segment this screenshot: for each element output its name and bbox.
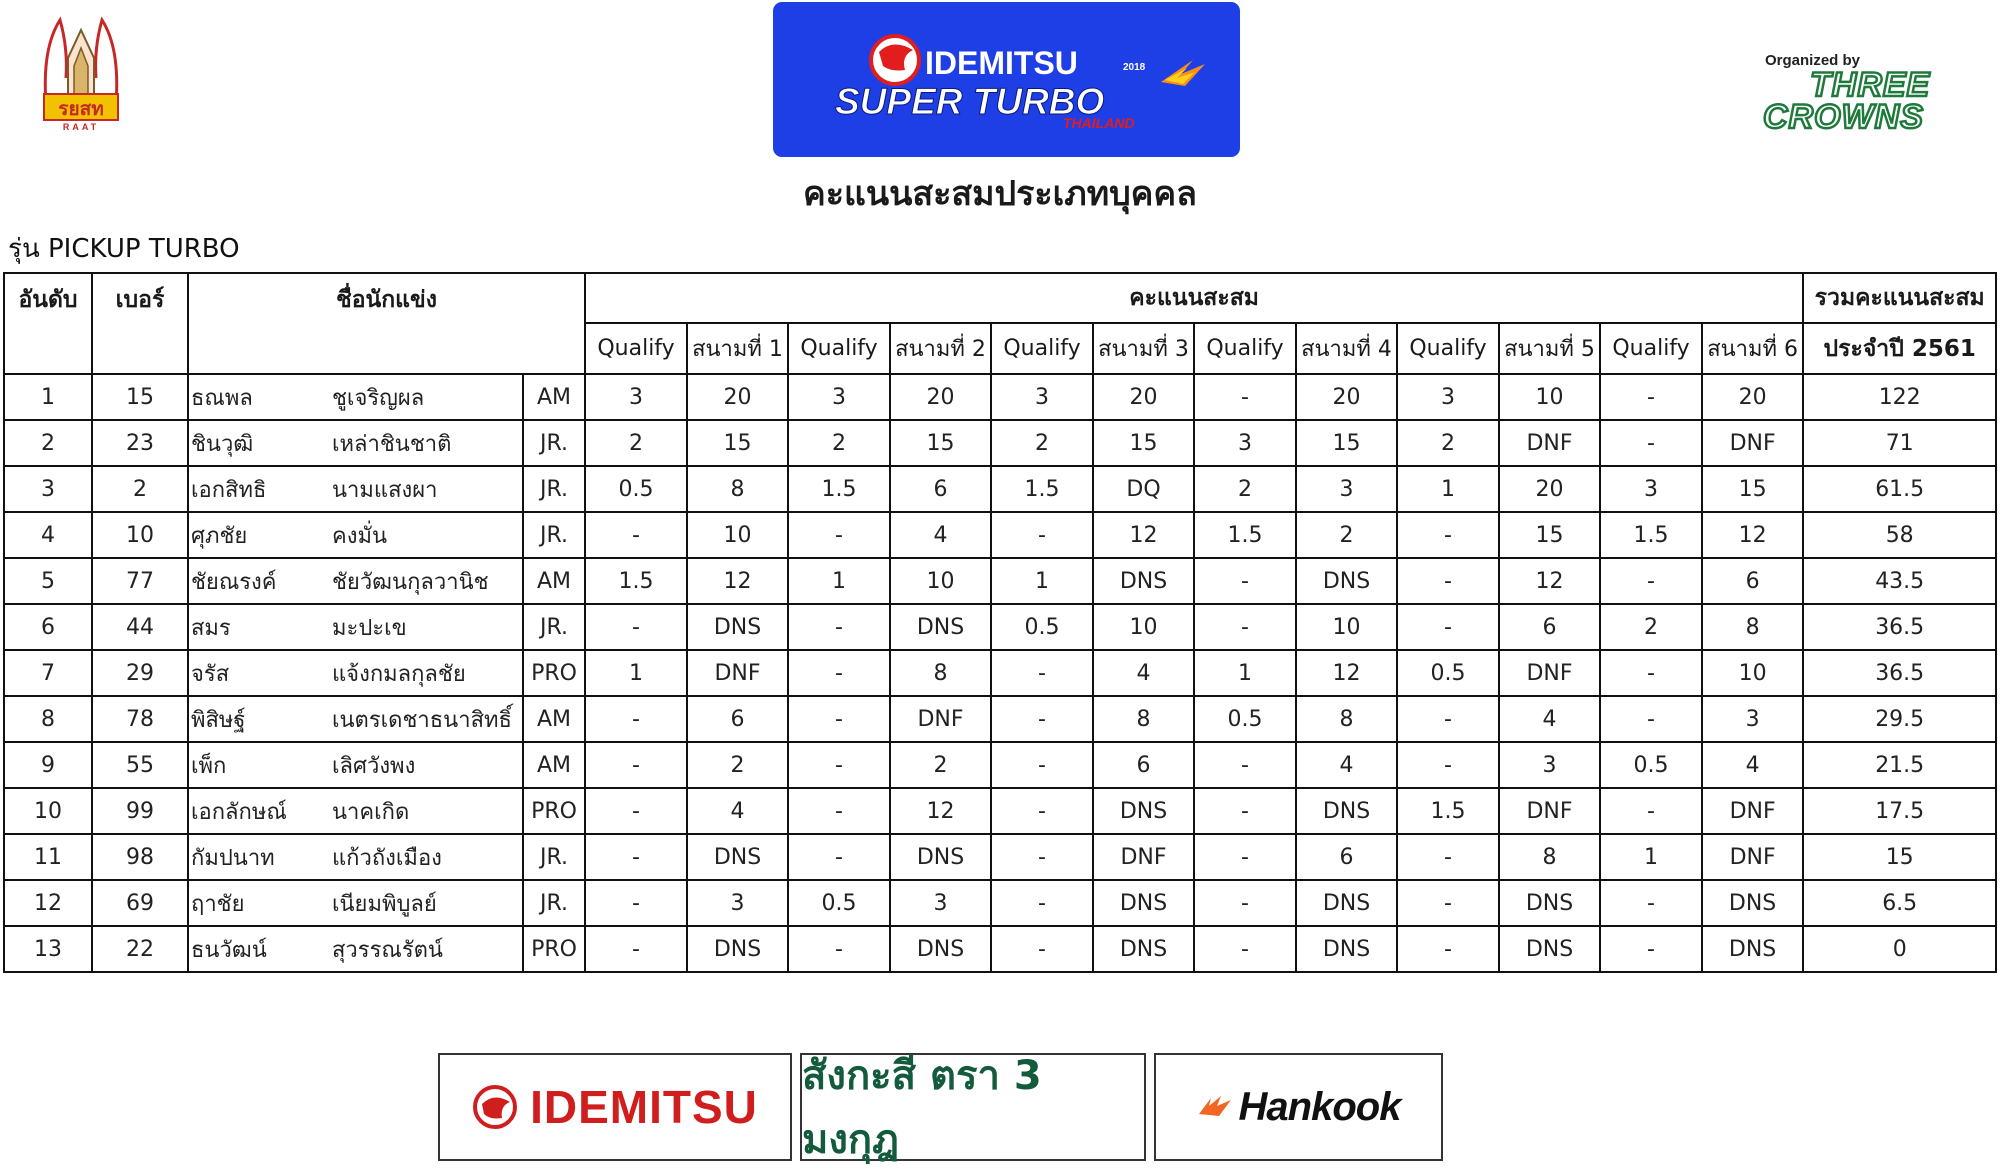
driver-first-name: พิสิษฐ์: [188, 696, 332, 742]
driver-last-name: นาคเกิด: [332, 788, 523, 834]
qualify-cell-4: -: [1194, 742, 1296, 788]
qualify-cell-2: -: [788, 742, 890, 788]
raat-logo-subtext: RAAT: [62, 122, 100, 132]
qualify-cell-1: 3: [585, 374, 687, 420]
idemitsu-super-turbo-logo: [773, 2, 1240, 157]
number-cell: 15: [92, 374, 188, 420]
driver-last-name: เนตรเดชาธนาสิทธิ์: [332, 696, 523, 742]
driver-first-name: จรัส: [188, 650, 332, 696]
total-cell: 6.5: [1803, 880, 1996, 926]
category-cell: JR.: [523, 512, 585, 558]
qualify-cell-1: -: [585, 788, 687, 834]
header-round-1: สนามที่ 1: [687, 323, 788, 374]
qualify-cell-2: -: [788, 512, 890, 558]
table-row: [4, 926, 1996, 972]
hankook-flame-icon: [1197, 1092, 1237, 1122]
number-cell: 99: [92, 788, 188, 834]
rank-cell: 1: [4, 374, 92, 420]
round-cell-4: 8: [1296, 696, 1397, 742]
round-cell-3: DNS: [1093, 788, 1194, 834]
round-cell-5: DNF: [1499, 788, 1600, 834]
round-cell-2: 8: [890, 650, 991, 696]
round-cell-6: 3: [1702, 696, 1803, 742]
qualify-cell-3: -: [991, 926, 1093, 972]
round-cell-1: DNS: [687, 926, 788, 972]
qualify-cell-1: -: [585, 742, 687, 788]
driver-last-name: เหล่าชินชาติ: [332, 420, 523, 466]
rank-cell: 3: [4, 466, 92, 512]
number-cell: 55: [92, 742, 188, 788]
qualify-cell-4: -: [1194, 604, 1296, 650]
round-cell-5: 8: [1499, 834, 1600, 880]
driver-last-name: ชัยวัฒนกุลวานิช: [332, 558, 523, 604]
driver-first-name: สมร: [188, 604, 332, 650]
qualify-cell-1: -: [585, 696, 687, 742]
round-cell-3: 8: [1093, 696, 1194, 742]
sponsor-hankook: [1154, 1053, 1443, 1161]
header-round-6: สนามที่ 6: [1702, 323, 1803, 374]
qualify-cell-1: 2: [585, 420, 687, 466]
round-cell-6: DNF: [1702, 834, 1803, 880]
center-logo-title: SUPER TURBO: [835, 81, 1105, 122]
header-driver: ชื่อนักแข่ง: [188, 273, 585, 374]
total-cell: 36.5: [1803, 650, 1996, 696]
qualify-cell-6: -: [1600, 420, 1702, 466]
rank-cell: 10: [4, 788, 92, 834]
qualify-cell-2: 2: [788, 420, 890, 466]
table-row: [4, 466, 1996, 512]
round-cell-6: 15: [1702, 466, 1803, 512]
three-crowns-line2: CROWNS: [1763, 98, 1924, 135]
qualify-cell-6: -: [1600, 374, 1702, 420]
number-cell: 22: [92, 926, 188, 972]
driver-last-name: แก้วถังเมือง: [332, 834, 523, 880]
qualify-cell-1: 1.5: [585, 558, 687, 604]
round-cell-4: 4: [1296, 742, 1397, 788]
total-cell: 71: [1803, 420, 1996, 466]
qualify-cell-4: -: [1194, 558, 1296, 604]
qualify-cell-3: 2: [991, 420, 1093, 466]
sponsor-idemitsu-text: IDEMITSU: [530, 1081, 758, 1133]
round-cell-5: 10: [1499, 374, 1600, 420]
round-cell-6: 10: [1702, 650, 1803, 696]
header-number: เบอร์: [92, 273, 188, 374]
round-cell-1: DNF: [687, 650, 788, 696]
round-cell-3: DNS: [1093, 558, 1194, 604]
category-cell: AM: [523, 696, 585, 742]
standings-body: [4, 374, 1996, 972]
raat-logo: [38, 8, 124, 133]
table-row: [4, 834, 1996, 880]
total-cell: 29.5: [1803, 696, 1996, 742]
total-cell: 0: [1803, 926, 1996, 972]
round-cell-4: 20: [1296, 374, 1397, 420]
center-logo-year: 2018: [1123, 62, 1146, 73]
header-round-5: สนามที่ 5: [1499, 323, 1600, 374]
driver-first-name: เอกสิทธิ: [188, 466, 332, 512]
round-cell-4: 2: [1296, 512, 1397, 558]
header-round-4: สนามที่ 4: [1296, 323, 1397, 374]
qualify-cell-2: -: [788, 834, 890, 880]
header-rank: อันดับ: [4, 273, 92, 374]
driver-first-name: ธนวัฒน์: [188, 926, 332, 972]
round-cell-1: 20: [687, 374, 788, 420]
qualify-cell-5: -: [1397, 558, 1499, 604]
qualify-cell-4: -: [1194, 880, 1296, 926]
qualify-cell-5: 0.5: [1397, 650, 1499, 696]
round-cell-5: DNS: [1499, 880, 1600, 926]
qualify-cell-1: -: [585, 604, 687, 650]
driver-first-name: ศุภชัย: [188, 512, 332, 558]
qualify-cell-2: -: [788, 650, 890, 696]
qualify-cell-6: -: [1600, 788, 1702, 834]
rank-cell: 11: [4, 834, 92, 880]
category-cell: PRO: [523, 788, 585, 834]
table-row: [4, 512, 1996, 558]
driver-last-name: นามแสงผา: [332, 466, 523, 512]
table-row: [4, 374, 1996, 420]
round-cell-6: 8: [1702, 604, 1803, 650]
header-qualify-3: Qualify: [991, 323, 1093, 374]
qualify-cell-3: -: [991, 834, 1093, 880]
round-cell-4: DNS: [1296, 558, 1397, 604]
round-cell-1: 8: [687, 466, 788, 512]
qualify-cell-5: 3: [1397, 374, 1499, 420]
round-cell-1: 12: [687, 558, 788, 604]
category-cell: PRO: [523, 926, 585, 972]
driver-last-name: ชูเจริญผล: [332, 374, 523, 420]
round-cell-1: DNS: [687, 834, 788, 880]
round-cell-5: 6: [1499, 604, 1600, 650]
header-total-line1: รวมคะแนนสะสม: [1803, 273, 1996, 323]
total-cell: 61.5: [1803, 466, 1996, 512]
round-cell-4: DNS: [1296, 926, 1397, 972]
round-cell-5: DNS: [1499, 926, 1600, 972]
header-total-line2: ประจำปี 2561: [1803, 323, 1996, 374]
driver-first-name: ฤาชัย: [188, 880, 332, 926]
qualify-cell-6: 1.5: [1600, 512, 1702, 558]
qualify-cell-5: -: [1397, 926, 1499, 972]
qualify-cell-5: -: [1397, 742, 1499, 788]
round-cell-5: 12: [1499, 558, 1600, 604]
header-qualify-4: Qualify: [1194, 323, 1296, 374]
round-cell-2: 20: [890, 374, 991, 420]
qualify-cell-3: -: [991, 650, 1093, 696]
qualify-cell-3: -: [991, 512, 1093, 558]
rank-cell: 2: [4, 420, 92, 466]
round-cell-5: 15: [1499, 512, 1600, 558]
qualify-cell-2: 3: [788, 374, 890, 420]
round-cell-1: 3: [687, 880, 788, 926]
driver-last-name: คงมั่น: [332, 512, 523, 558]
round-cell-1: 6: [687, 696, 788, 742]
total-cell: 122: [1803, 374, 1996, 420]
round-cell-2: 4: [890, 512, 991, 558]
rank-cell: 7: [4, 650, 92, 696]
round-cell-4: 12: [1296, 650, 1397, 696]
round-cell-4: 3: [1296, 466, 1397, 512]
round-cell-3: 6: [1093, 742, 1194, 788]
sponsor-three-crowns: [800, 1053, 1146, 1161]
category-cell: JR.: [523, 834, 585, 880]
driver-last-name: เนียมพิบูลย์: [332, 880, 523, 926]
round-cell-5: 20: [1499, 466, 1600, 512]
table-row: [4, 420, 1996, 466]
qualify-cell-6: -: [1600, 926, 1702, 972]
qualify-cell-4: -: [1194, 374, 1296, 420]
sponsor-hankook-text: Hankook: [1238, 1084, 1401, 1129]
round-cell-2: 2: [890, 742, 991, 788]
round-cell-2: DNS: [890, 604, 991, 650]
qualify-cell-1: -: [585, 880, 687, 926]
driver-last-name: มะปะเข: [332, 604, 523, 650]
round-cell-6: DNF: [1702, 788, 1803, 834]
standings-table: [3, 272, 1997, 973]
table-row: [4, 788, 1996, 834]
round-cell-2: DNS: [890, 926, 991, 972]
page-title: คะแนนสะสมประเภทบุคคล: [802, 174, 1198, 214]
round-cell-3: DNS: [1093, 926, 1194, 972]
number-cell: 23: [92, 420, 188, 466]
driver-first-name: ชินวุฒิ: [188, 420, 332, 466]
qualify-cell-6: -: [1600, 880, 1702, 926]
number-cell: 10: [92, 512, 188, 558]
round-cell-1: 15: [687, 420, 788, 466]
header-round-3: สนามที่ 3: [1093, 323, 1194, 374]
rank-cell: 8: [4, 696, 92, 742]
qualify-cell-1: -: [585, 512, 687, 558]
qualify-cell-4: -: [1194, 834, 1296, 880]
number-cell: 69: [92, 880, 188, 926]
round-cell-1: DNS: [687, 604, 788, 650]
qualify-cell-5: -: [1397, 696, 1499, 742]
rank-cell: 9: [4, 742, 92, 788]
number-cell: 2: [92, 466, 188, 512]
number-cell: 98: [92, 834, 188, 880]
qualify-cell-6: 1: [1600, 834, 1702, 880]
round-cell-4: DNS: [1296, 788, 1397, 834]
round-cell-5: 4: [1499, 696, 1600, 742]
driver-first-name: ชัยณรงค์: [188, 558, 332, 604]
table-row: [4, 742, 1996, 788]
round-cell-6: DNS: [1702, 880, 1803, 926]
qualify-cell-4: 2: [1194, 466, 1296, 512]
total-cell: 17.5: [1803, 788, 1996, 834]
sponsor-idemitsu: [438, 1053, 792, 1161]
round-cell-6: DNS: [1702, 926, 1803, 972]
driver-last-name: แจ้งกมลกุลชัย: [332, 650, 523, 696]
rank-cell: 12: [4, 880, 92, 926]
round-cell-2: 6: [890, 466, 991, 512]
driver-last-name: เลิศวังพง: [332, 742, 523, 788]
qualify-cell-6: 2: [1600, 604, 1702, 650]
round-cell-5: DNF: [1499, 650, 1600, 696]
round-cell-2: 15: [890, 420, 991, 466]
round-cell-6: 6: [1702, 558, 1803, 604]
round-cell-2: 10: [890, 558, 991, 604]
class-label: รุ่น PICKUP TURBO: [8, 234, 240, 264]
qualify-cell-6: -: [1600, 558, 1702, 604]
table-row: [4, 880, 1996, 926]
driver-first-name: เอกลักษณ์: [188, 788, 332, 834]
round-cell-5: DNF: [1499, 420, 1600, 466]
round-cell-3: DQ: [1093, 466, 1194, 512]
qualify-cell-3: -: [991, 696, 1093, 742]
round-cell-4: 10: [1296, 604, 1397, 650]
qualify-cell-5: -: [1397, 604, 1499, 650]
qualify-cell-1: 1: [585, 650, 687, 696]
qualify-cell-2: -: [788, 926, 890, 972]
category-cell: JR.: [523, 420, 585, 466]
qualify-cell-1: 0.5: [585, 466, 687, 512]
qualify-cell-5: 2: [1397, 420, 1499, 466]
qualify-cell-3: -: [991, 742, 1093, 788]
round-cell-3: 15: [1093, 420, 1194, 466]
header-points: คะแนนสะสม: [585, 273, 1803, 323]
round-cell-2: DNF: [890, 696, 991, 742]
qualify-cell-2: -: [788, 788, 890, 834]
qualify-cell-5: 1.5: [1397, 788, 1499, 834]
rank-cell: 6: [4, 604, 92, 650]
header-qualify-5: Qualify: [1397, 323, 1499, 374]
qualify-cell-5: -: [1397, 512, 1499, 558]
qualify-cell-4: 3: [1194, 420, 1296, 466]
round-cell-4: 6: [1296, 834, 1397, 880]
rank-cell: 5: [4, 558, 92, 604]
qualify-cell-3: -: [991, 788, 1093, 834]
raat-logo-text: รยสท: [58, 98, 104, 120]
number-cell: 44: [92, 604, 188, 650]
total-cell: 58: [1803, 512, 1996, 558]
round-cell-1: 4: [687, 788, 788, 834]
sponsor-three-crowns-text: สังกะสี ตรา 3 มงกุฎ: [802, 1053, 1042, 1163]
qualify-cell-1: -: [585, 926, 687, 972]
qualify-cell-4: -: [1194, 926, 1296, 972]
round-cell-1: 2: [687, 742, 788, 788]
header-round-2: สนามที่ 2: [890, 323, 991, 374]
round-cell-5: 3: [1499, 742, 1600, 788]
round-cell-6: 4: [1702, 742, 1803, 788]
category-cell: JR.: [523, 604, 585, 650]
three-crowns-line1: THREE: [1810, 66, 1931, 104]
organized-by-label: Organized by: [1765, 52, 1861, 69]
header-qualify-2: Qualify: [788, 323, 890, 374]
category-cell: JR.: [523, 880, 585, 926]
driver-first-name: เพ็ก: [188, 742, 332, 788]
qualify-cell-3: 3: [991, 374, 1093, 420]
category-cell: AM: [523, 558, 585, 604]
qualify-cell-2: -: [788, 696, 890, 742]
rank-cell: 13: [4, 926, 92, 972]
qualify-cell-6: -: [1600, 696, 1702, 742]
qualify-cell-6: 3: [1600, 466, 1702, 512]
driver-first-name: ธณพล: [188, 374, 332, 420]
table-row: [4, 558, 1996, 604]
round-cell-2: 3: [890, 880, 991, 926]
number-cell: 77: [92, 558, 188, 604]
round-cell-3: 12: [1093, 512, 1194, 558]
header-qualify-1: Qualify: [585, 323, 687, 374]
category-cell: AM: [523, 374, 585, 420]
qualify-cell-2: -: [788, 604, 890, 650]
header-qualify-6: Qualify: [1600, 323, 1702, 374]
round-cell-3: DNS: [1093, 880, 1194, 926]
qualify-cell-5: -: [1397, 834, 1499, 880]
qualify-cell-3: 1.5: [991, 466, 1093, 512]
round-cell-3: DNF: [1093, 834, 1194, 880]
center-logo-sub: THAILAND: [1063, 115, 1135, 131]
table-row: [4, 696, 1996, 742]
table-row: [4, 650, 1996, 696]
number-cell: 78: [92, 696, 188, 742]
qualify-cell-6: -: [1600, 650, 1702, 696]
qualify-cell-2: 1.5: [788, 466, 890, 512]
qualify-cell-2: 0.5: [788, 880, 890, 926]
round-cell-6: 20: [1702, 374, 1803, 420]
table-row: [4, 604, 1996, 650]
qualify-cell-5: 1: [1397, 466, 1499, 512]
category-cell: JR.: [523, 466, 585, 512]
total-cell: 36.5: [1803, 604, 1996, 650]
category-cell: AM: [523, 742, 585, 788]
round-cell-4: DNS: [1296, 880, 1397, 926]
round-cell-2: 12: [890, 788, 991, 834]
category-cell: PRO: [523, 650, 585, 696]
qualify-cell-2: 1: [788, 558, 890, 604]
total-cell: 21.5: [1803, 742, 1996, 788]
round-cell-3: 20: [1093, 374, 1194, 420]
total-cell: 43.5: [1803, 558, 1996, 604]
qualify-cell-3: 0.5: [991, 604, 1093, 650]
three-crowns-logo: [1755, 50, 1995, 135]
round-cell-4: 15: [1296, 420, 1397, 466]
qualify-cell-3: -: [991, 880, 1093, 926]
qualify-cell-5: -: [1397, 880, 1499, 926]
round-cell-6: DNF: [1702, 420, 1803, 466]
total-cell: 15: [1803, 834, 1996, 880]
rank-cell: 4: [4, 512, 92, 558]
qualify-cell-4: 0.5: [1194, 696, 1296, 742]
center-logo-brand: IDEMITSU: [925, 45, 1078, 81]
qualify-cell-6: 0.5: [1600, 742, 1702, 788]
qualify-cell-3: 1: [991, 558, 1093, 604]
number-cell: 29: [92, 650, 188, 696]
qualify-cell-1: -: [585, 834, 687, 880]
qualify-cell-4: -: [1194, 788, 1296, 834]
driver-last-name: สุวรรณรัตน์: [332, 926, 523, 972]
round-cell-3: 4: [1093, 650, 1194, 696]
round-cell-1: 10: [687, 512, 788, 558]
round-cell-3: 10: [1093, 604, 1194, 650]
qualify-cell-4: 1: [1194, 650, 1296, 696]
round-cell-6: 12: [1702, 512, 1803, 558]
driver-first-name: กัมปนาท: [188, 834, 332, 880]
idemitsu-emblem-icon: [472, 1084, 518, 1130]
round-cell-2: DNS: [890, 834, 991, 880]
qualify-cell-4: 1.5: [1194, 512, 1296, 558]
